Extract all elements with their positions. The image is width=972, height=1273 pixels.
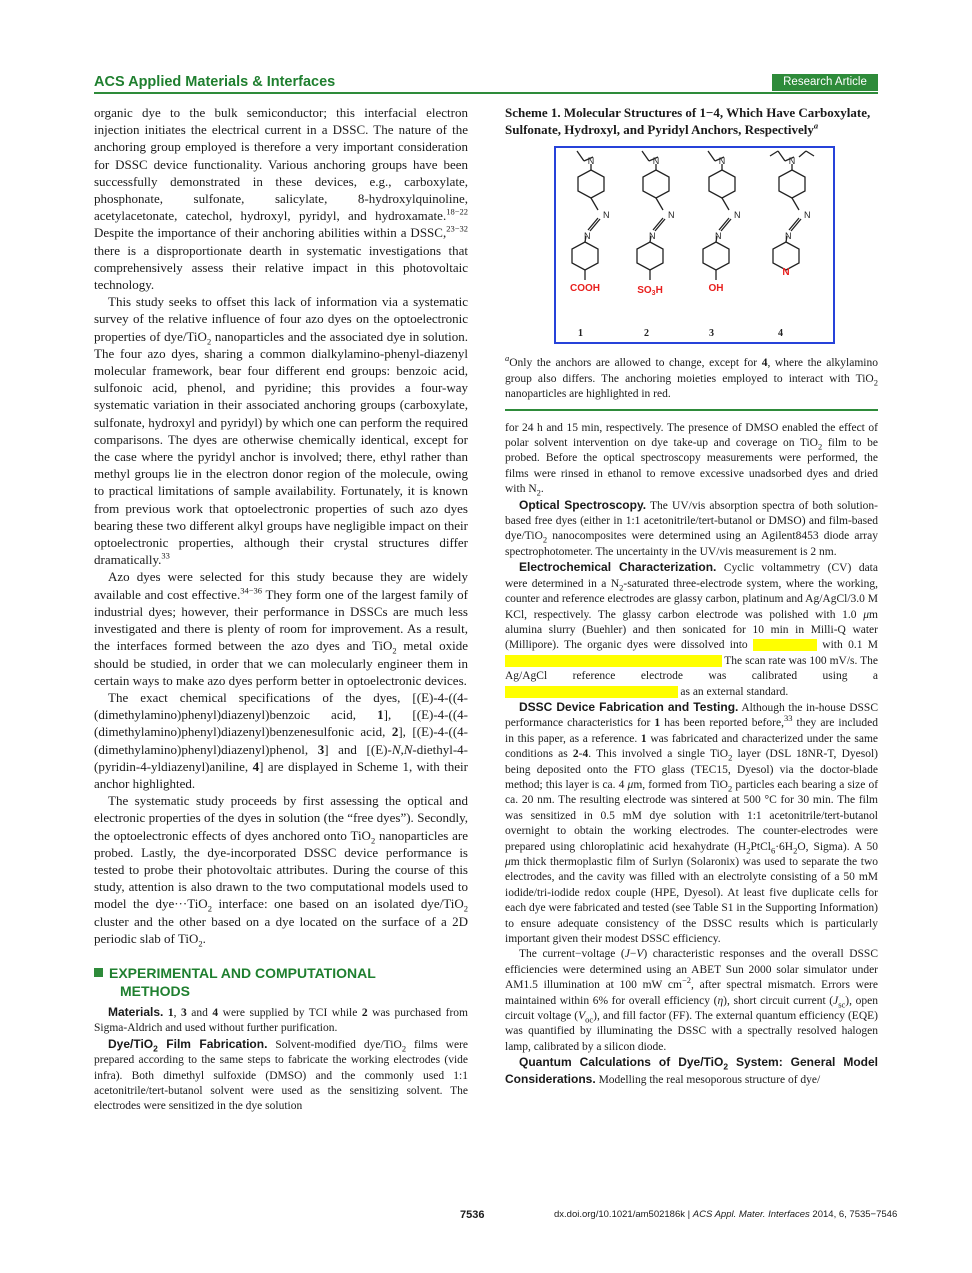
section-heading-methods: EXPERIMENTAL AND COMPUTATIONAL METHODS bbox=[94, 964, 468, 1000]
azo-n-label-1b: N bbox=[584, 231, 591, 242]
amine-n-label-3: N bbox=[718, 156, 726, 167]
molecule-2 bbox=[637, 151, 669, 280]
paragraph-azo-dyes: Azo dyes were selected for this study because they are widely available and cost effective.$^{34-36}$ They form one of the largest family of industrial dyes; however, their performance in DSSCs are much less investigated and there is plenty of room for improvement. As a result, the interfaces formed between the azo dyes and TiO$_2$ metal oxide should be studied, in order that we can molecularly engineer them in certain ways to make azo dyes perform better in optoelectronic devices. bbox=[94, 569, 468, 688]
paragraph-study-aim: This study seeks to offset this lack of information via a systematic survey of the relative influence of four azo dyes on the optoelectronic properties of dye/TiO$_2$ nanoparticles and the associated dye in solution. The four azo dyes, sharing a common dialkylamino-phenyl-diazenyl molecular framework, bear four different end groups: benzoic acid, sulfonoic acid, phenol, and pyridine; this provides a four-way systematic variation in their associated anchoring groups (carboxylate, sulfonate, hydroxyl and pyridyl) by which one can perform the required comparisons. The dyes are otherwise chemically identical, except for the case where the pyridyl anchor is involved; there, ethyl rather than methyl groups lie in the electron donor region of the molecule, owing to practical limitations of sample availability. Fortunately, it is known from previous work that optoelectronic properties of such azo dyes bearing these two different alkyl groups have negligible impact on their optoelectronic properties, although their crystal structures differ dramatically.$^{33}$ bbox=[94, 294, 468, 568]
amine-n-label-1: N bbox=[587, 156, 595, 167]
paragraph-study-overview: The systematic study proceeds by first assessing the optical and electronic properties of the dyes in solution (the “free dyes”). Secondly, the optoelectronic effects of dyes anchored onto TiO$_2$ nanoparticles are probed. Lastly, the dye-incorporated DSSC device performance is tested to probe their photovoltaic attributes. During the course of this study, attention is also drawn to the two computational models used to model the dye···TiO$_2$ interface: one based on an isolated dye/TiO$_2$ cluster and the other based on a dye located on the surface of a 2D periodic slab of TiO$_2$. bbox=[94, 793, 468, 949]
molecule-1 bbox=[572, 151, 604, 280]
scheme-figure bbox=[554, 146, 835, 344]
azo-n-label-2a: N bbox=[668, 210, 675, 221]
scheme-rule bbox=[505, 409, 878, 411]
azo-n-label-3a: N bbox=[734, 210, 741, 221]
footer-citation: dx.doi.org/10.1021/am502186k | ACS Appl. Mater. Interfaces 2014, 6, 7535−7546 bbox=[554, 1209, 898, 1220]
article-type-badge: Research Article bbox=[772, 74, 878, 91]
molecule-label-3: 3 bbox=[709, 328, 714, 340]
paragraph-film-fabrication: Dye/TiO$_2$ Film Fabrication. Solvent-modified dye/TiO$_2$ films were prepared according to the same steps to fabricate the working electrodes (vide infra). Both dimethyl sulfoxide (DMSO) and the commonly used 1:1 acetonitrile/tert-butanol solvent were used as the sensitizing solvent. The electrodes were sensitized in the dye solution bbox=[94, 1036, 468, 1113]
redacted-highlight bbox=[505, 655, 722, 667]
paragraph-optical-spectroscopy: Optical Spectroscopy. The UV/vis absorption spectra of both solution-based free dyes (either in 1:1 acetonitrile/tert-butanol or DMSO) and film-based dye/TiO$_2$ nanocomposites were determined using an Agilent8453 diode array spectrophotometer. The uncertainty in the UV/vis measurement is 2 nm. bbox=[505, 497, 878, 558]
molecule-label-4: 4 bbox=[778, 328, 783, 340]
scheme-caption: Scheme 1. Molecular Structures of 1−4, Which Have Carboxylate, Sulfonate, Hydroxyl, and Pyridyl Anchors, Respectively$^a$ bbox=[505, 105, 871, 138]
anchor-label-2: $SO_3H$ bbox=[637, 285, 663, 298]
anchor-label-4: N bbox=[782, 267, 790, 279]
azo-n-label-4a: N bbox=[804, 210, 811, 221]
section-square-icon bbox=[94, 968, 103, 977]
paragraph-electrochemical: Electrochemical Characterization. Cyclic voltammetry (CV) data were determined in a $N_2$-saturated three-electrode system, where the working, counter and reference electrodes are glassy carbon, platinum and Ag/AgCl/3.0 M KCl, respectively. The glassy carbon electrode was polished with 1.0 μm alumina slurry (Buehler) and then sonicated for 10 min in Milli-Q water (Millipore). The organic dyes were dissolved into with 0.1 M The scan rate was 100 mV/s. The Ag/AgCl reference electrode was calibrated using a as an external standard. bbox=[505, 560, 879, 698]
azo-n-label-2b: N bbox=[649, 231, 656, 242]
molecule-label-2: 2 bbox=[644, 328, 649, 340]
redacted-highlight bbox=[505, 686, 678, 698]
anchor-label-3: OH bbox=[708, 283, 724, 295]
azo-n-label-1a: N bbox=[603, 210, 610, 221]
paragraph-jv-characteristics: The current−voltage (J−V) characteristic responses and the overall DSSC efficiencies were determined using an ABET Sun 2000 solar simulator under AM1.5 illumination at 100 mW $cm^{-2}$, after spectral mismatch. Errors were maintained within 6% for overall efficiency (η), short circuit current $(J_{sc})$, open circuit voltage $(V_{oc})$, and fill factor (FF). The external quantum efficiency (EQE) was quantified by illuminating the DSSC with a spectrally resolved halogen lamp, calibrated by a silicon diode. bbox=[505, 948, 878, 1053]
molecule-label-1: 1 bbox=[578, 328, 583, 340]
azo-n-label-4b: N bbox=[785, 231, 792, 242]
paragraph-dye-specifications: The exact chemical specifications of the dyes, [(E)-4-((4-(dimethylamino)phenyl)diazenyl)benzoic acid, 1], [(E)-4-((4-(dimethylamino)phenyl)diazenyl)benzenesulfonic acid, 2], [(E)-4-((4-(dimethylamino)phenyl)diazenyl)phenol, 3] and [(E)-N,N-diethyl-4-(pyridin-4-yldiazenyl)aniline, 4] are displayed in Scheme 1, with their anchor highlighted. bbox=[94, 689, 468, 791]
page-number: 7536 bbox=[460, 1209, 485, 1221]
molecular-structures-drawing bbox=[556, 148, 832, 341]
redacted-highlight bbox=[753, 639, 817, 651]
right-column bbox=[505, 104, 878, 1088]
scheme-footnote: $^a$Only the anchors are allowed to change, except for 4, where the alkylamino group also differs. The anchoring moieties employed to interact with TiO$_2$ nanoparticles are highlighted in red. bbox=[505, 353, 878, 401]
journal-name: ACS Applied Materials & Interfaces bbox=[94, 74, 336, 90]
paragraph-materials: Materials. 1, 3 and 4 were supplied by TCI while 2 was purchased from Sigma-Aldrich and used without further purification. bbox=[94, 1004, 469, 1035]
paragraph-rinsing: for 24 h and 15 min, respectively. The presence of DMSO enabled the effect of polar solvent intervention on dye take-up and coverage on TiO$_2$ film to be probed. Before the optical spectroscopy measurements were performed, the films were rinsed in ethanol to remove excessive unadsorbed dyes and dried with $N_2$. bbox=[505, 421, 878, 498]
paragraph-anchoring-groups: organic dye to the bulk semiconductor; this interfacial electron injection initiates the electrical current in a DSSC. The nature of the anchoring group employed is therefore a very important consideration for DSSC device functionality. Various anchoring groups have been successfully demonstrated in these devices, e.g., carboxylate, phosphonate, sulfonate, salicylate, 8-hydroxylquinoline, acetylacetonate, catechol, hydroxyl, pyridyl, and hydroxamate.$^{18-22}$ Despite the importance of their anchoring abilities within a DSSC,$^{23-32}$ there is a disproportionate dearth in systematic investigations that comprehensively assess their relative impact in this photovoltaic technology. bbox=[94, 105, 468, 293]
left-column bbox=[94, 104, 468, 1115]
azo-n-label-3b: N bbox=[715, 231, 722, 242]
paragraph-dssc-fabrication: DSSC Device Fabrication and Testing. Although the in-house DSSC performance characteristics for 1 has been reported before,$^{33}$ they are included in this paper, as a reference. 1 was fabricated and characterized under the same conditions as 2-4. This involved a single TiO$_2$ layer (DSL 18NR-T, Dyesol) being deposited onto the FTO glass (TEC15, Dyesol) via the doctor-blade method; this layer is ca. 4 μm, formed from TiO$_2$ particles each bearing a size of ca. 20 nm. The resulting electrode was sintered at 500 °C for 30 min. The film was sensitized in 0.5 mM dye solution with 1:1 acetonitrile/tert-butanol overnight to obtain the working electrodes. The counter-electrodes were prepared using chloroplatinic acid hexahydrate ($H_2PtCl_6\cdot 6H_2O$, Sigma). A 50 μm thick thermoplastic film of Surlyn (Solaronix) was used to separate the two electrodes, and the cavity was filled with an electrolyte consisting of a 50 mM iodide/tri-iodide redox couple (HPE, Dyesol). At least five duplicate cells for each dye were fabricated and tested (see Table S1 in the Supporting Information) to ensure adequate consistency of the DSSC results which is particularly important given their modest DSSC efficiency. bbox=[505, 699, 879, 946]
anchor-label-1: COOH bbox=[570, 283, 600, 295]
amine-n-label-4: N bbox=[788, 156, 796, 167]
header-rule bbox=[94, 92, 878, 94]
amine-n-label-2: N bbox=[652, 156, 660, 167]
molecule-3 bbox=[703, 151, 735, 280]
paragraph-quantum-calculations: Quantum Calculations of Dye/TiO$_2$ System: General Model Considerations. Modelling the real mesoporous structure of dye/ bbox=[505, 1055, 878, 1086]
